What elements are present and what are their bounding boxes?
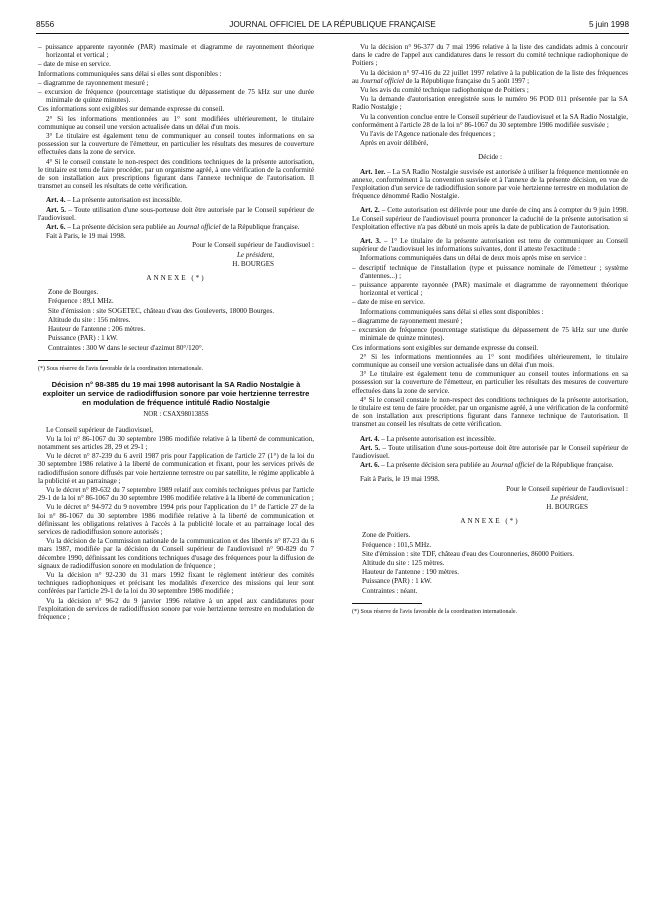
paragraph: – date de mise en service. xyxy=(38,60,111,69)
issue-date: 5 juin 1998 xyxy=(588,20,629,29)
paragraph: Le Conseil supérieur de l'audiovisuel, xyxy=(46,425,154,434)
article-6 xyxy=(352,461,628,469)
article-label: Art. 5. xyxy=(360,443,381,452)
article-label: Art. 6. xyxy=(46,223,66,232)
article-2 xyxy=(352,206,628,231)
visa: Vu le décret n° 87-239 du 6 avril 1987 pris pour l'application de l'article 27 (1°) de la loi du 30 septembre 1986 relative à la liberté de communication et fixant, pour les services privés de radiodiffusion sonore diffusés par voie hertzienne terrestre ou par satellite, le régime applicable à la publicité et au parrainage ; xyxy=(38,452,314,485)
annexe-power: Puissance (PAR) : 1 kW. xyxy=(362,577,432,586)
annexe-constraints: Contraintes : 300 W dans le secteur d'azimut 80°/120°. xyxy=(48,343,204,352)
signature-name: H. BOURGES xyxy=(232,259,274,268)
annexe-site: Site d'émission : site SOGETEC, château d'eau des Gouleverts, 18000 Bourges. xyxy=(48,306,275,315)
signature-body: Pour le Conseil supérieur de l'audiovisuel : xyxy=(506,484,628,493)
list-item: – diagramme de rayonnement mesuré ; xyxy=(352,316,463,325)
article-6 xyxy=(38,223,314,231)
annexe-frequency: Fréquence : 101,5 MHz. xyxy=(362,540,432,549)
paragraph: 3° Le titulaire est également tenu de communiquer au conseil toutes informations en sa possession sur la couverture de l'émetteur, en particulier les résultats des mesures de couverture effectuées dans la zone de service. xyxy=(352,370,628,395)
article-label: Art. 4. xyxy=(46,196,66,205)
article-5 xyxy=(352,444,628,460)
paragraph: Après en avoir délibéré, xyxy=(360,139,429,148)
article-label: Art. 2. xyxy=(360,206,380,215)
visa: Vu le décret n° 94-972 du 9 novembre 1994 pris pour l'application du 1° de l'article 27 de la loi n° 86-1067 du 30 septembre 1986 modifiée relative à la liberté de communication et définissant les obligations relatives à l'accès à la publicité locale et au parrainage local des services de radiodiffusion sonore autorisés ; xyxy=(38,503,314,536)
article-label: Art. 5. xyxy=(46,205,67,214)
decision-title: Décision n° 98-385 du 19 mai 1998 autorisant la SA Radio Nostalgie à exploiter un service de radiodiffusion sonore par voie hertzienne terrestre en modulation de fréquence intitulé Radio Nostalgie xyxy=(42,379,310,407)
article-label: Art. 4. xyxy=(360,434,380,443)
article-text: – Cette autorisation est délivrée pour une durée de cinq ans à compter du 9 juin 1998. Le Conseil supérieur de l'audiovisuel pourra prononcer la caducité de la présente autorisation si l'exploitation effective n'a pas débuté un mois après la date de publication de l'autorisation. xyxy=(352,206,628,231)
article-text: – Toute utilisation d'une sous-porteuse doit être autorisée par le Conseil supérieur de l'audiovisuel. xyxy=(352,443,628,460)
header-rule xyxy=(36,33,629,34)
article-4 xyxy=(38,196,314,204)
article-3 xyxy=(352,237,628,253)
article-text: – La présente autorisation est incessible. xyxy=(65,196,182,205)
signature-name: H. BOURGES xyxy=(546,502,588,511)
annexe-frequency: Fréquence : 89,1 MHz. xyxy=(48,297,114,306)
visa: Vu la décision n° 92-230 du 31 mars 1992 fixant le règlement intérieur des comités techniques radiophoniques et précisant les modalités d'exercice des missions qui leur sont conférées par l'article 29-1 de la loi du 30 septembre 1986 modifiée ; xyxy=(38,570,314,596)
journal-name: Journal officiel xyxy=(177,223,221,232)
article-text: – La SA Radio Nostalgie susvisée est autorisée à utiliser la fréquence mentionnée en annexe, conformément à la convention susvisée et à l'annexe de la présente décision, en vue de l'exploitation d'un service de radiodiffusion sonore par voie hertzienne terrestre en modulation de fréquence dénommé Radio Nostalgie. xyxy=(352,167,628,201)
annexe-heading: ANNEXE (*) xyxy=(146,274,206,283)
annexe-constraints: Contraintes : néant. xyxy=(362,586,418,595)
signature-title: Le président, xyxy=(236,250,274,259)
article-label: Art. 1er. xyxy=(360,167,386,176)
annexe-altitude: Altitude du site : 125 mètres. xyxy=(362,558,445,567)
list-item: – date de mise en service. xyxy=(352,298,425,307)
visa: Vu l'avis de l'Agence nationale des fréquences ; xyxy=(360,130,496,139)
article-1 xyxy=(352,168,628,201)
article-text: – Toute utilisation d'une sous-porteuse doit être autorisée par le Conseil supérieur de l'audiovisuel. xyxy=(38,205,314,222)
article-text: de la République française. xyxy=(534,461,614,470)
annexe-zone: Zone de Bourges. xyxy=(48,288,99,297)
paragraph: Informations communiquées sans délai si elles sont disponibles : xyxy=(38,69,222,78)
footnote-rule xyxy=(352,603,422,604)
visa: Vu la convention conclue entre le Conseil supérieur de l'audiovisuel et la SA Radio Nostalgie, conformément à l'article 28 de la loi n° 86-1067 du 30 septembre 1986 modifiée susvisée ; xyxy=(352,112,628,129)
journal-name: Journal officiel xyxy=(491,461,535,470)
visa xyxy=(352,69,628,85)
paragraph: Ces informations sont exigibles sur demande expresse du conseil. xyxy=(38,105,225,114)
list-item: – descriptif technique de l'installation (type et puissance nominale de l'émetteur ; système d'antennes...) ; xyxy=(352,263,628,280)
visa: Vu les avis du comité technique radiophonique de Poitiers ; xyxy=(360,86,529,95)
paragraph: Ces informations sont exigibles sur demande expresse du conseil. xyxy=(352,343,539,352)
paragraph: Informations communiquées dans un délai de deux mois après mise en service : xyxy=(360,254,587,263)
nor-reference: NOR : CSAX9801385S xyxy=(143,411,209,419)
decide-heading: Décide : xyxy=(478,153,502,162)
article-text: – 1° Le titulaire de la présente autorisation est tenu de communiquer au Conseil supérieur de l'audiovisuel les informations suivantes, dont il atteste l'exactitude : xyxy=(352,237,628,254)
footnote: (*) Sous réserve de l'avis favorable de la coordination internationale. xyxy=(352,608,518,615)
visa: Vu la loi n° 86-1067 du 30 septembre 1986 modifiée relative à la liberté de communication, notamment ses articles 28, 29 et 29-1 ; xyxy=(38,434,314,451)
article-4 xyxy=(352,435,628,443)
article-label: Art. 3. xyxy=(360,237,381,246)
article-5 xyxy=(38,206,314,222)
annexe-zone: Zone de Poitiers. xyxy=(362,531,411,540)
article-text: – La présente décision sera publiée au xyxy=(65,223,177,232)
paragraph: – diagramme de rayonnement mesuré ; xyxy=(38,78,149,87)
annexe-heading: ANNEXE (*) xyxy=(460,517,520,526)
signature-date: Fait à Paris, le 19 mai 1998. xyxy=(360,475,440,484)
annexe-site: Site d'émission : site TDF, château d'eau des Couronneries, 86000 Poitiers. xyxy=(362,549,575,558)
right-column xyxy=(352,43,628,617)
visa-text: Vu la décision n° 97-416 du 22 juillet 1997 relative à la publication de la liste des fréquences au xyxy=(352,68,628,85)
visa: Vu la décision n° 96-2 du 9 janvier 1996 relative à un appel aux candidatures pour l'exploitation de services de radiodiffusion sonore par voie hertzienne terrestre en modulation de fréquence ; xyxy=(38,596,314,621)
visa: Vu la demande d'autorisation enregistrée sous le numéro 96 POD 011 présentée par la SA Radio Nostalgie ; xyxy=(352,95,628,112)
signature-title: Le président, xyxy=(550,493,588,502)
list-item: – puissance apparente rayonnée (PAR) maximale et diagramme de rayonnement théorique horizontal et vertical ; xyxy=(352,281,628,298)
annexe-power: Puissance (PAR) : 1 kW. xyxy=(48,334,118,343)
annexe-altitude: Altitude du site : 156 mètres. xyxy=(48,315,131,324)
paragraph: Informations communiquées sans délai si elles sont disponibles : xyxy=(360,307,544,316)
visa: Vu la décision de la Commission nationale de la communication et des libertés n° 87-23 du 6 mars 1987, modifiée par la décision du Conseil supérieur de l'audiovisuel n° 90-829 du 7 décembre 1990, définissant les conditions techniques d'usage des fréquences pour la diffusion de signaux de radiodiffusion sonore en modulation de fréquence ; xyxy=(38,537,314,570)
journal-name: Journal officiel xyxy=(360,76,405,85)
paragraph: – puissance apparente rayonnée (PAR) maximale et diagramme de rayonnement théorique horizontal et vertical ; xyxy=(38,43,314,60)
paragraph: 4° Si le conseil constate le non-respect des conditions techniques de la présente autorisation, le titulaire est tenu de faire procéder, par un organisme agréé, à une vérification de la conformité de son installation aux prescriptions figurant dans l'annexe technique de l'autorisation. Il transmet au conseil les résultats de cette vérification. xyxy=(38,157,314,191)
annexe-antenna-height: Hauteur de l'antenne : 190 mètres. xyxy=(362,568,460,577)
list-item: – excursion de fréquence (pourcentage statistique du dépassement de 75 kHz sur une durée minimale de quinze minutes). xyxy=(352,326,628,343)
page-header xyxy=(36,20,629,34)
paragraph: 3° Le titulaire est également tenu de communiquer au conseil toutes informations en sa possession sur la couverture de l'émetteur, en particulier les résultats des mesures de couverture effectuées dans la zone de service. xyxy=(38,132,314,157)
paragraph: 2° Si les informations mentionnées au 1° sont modifiées ultérieurement, le titulaire communique au conseil une version actualisée dans un délai d'un mois. xyxy=(38,114,314,131)
paragraph: – excursion de fréquence (pourcentage statistique du dépassement de 75 kHz sur une durée minimale de quinze minutes). xyxy=(38,88,314,105)
visa-text: de la République française du 5 août 1997 ; xyxy=(404,76,530,85)
article-text: – La présente décision sera publiée au xyxy=(379,461,491,470)
paragraph: 4° Si le conseil constate le non-respect des conditions techniques de la présente autorisation, le titulaire est tenu de faire procéder, par un organisme agréé, à une vérification de la conformité de son installation aux prescriptions figurant dans l'annexe technique de l'autorisation. Il transmet au conseil les résultats de cette vérification. xyxy=(352,395,628,429)
visa: Vu le décret n° 89-632 du 7 septembre 1989 relatif aux comités techniques prévus par l'article 29-1 de la loi n° 86-1067 du 30 septembre 1986 modifiée relative à la liberté de communication ; xyxy=(38,485,314,503)
paragraph: 2° Si les informations mentionnées au 1° sont modifiées ultérieurement, le titulaire communique au conseil une version actualisée dans un délai d'un mois. xyxy=(352,352,628,369)
article-label: Art. 6. xyxy=(360,461,380,470)
footnote-rule xyxy=(38,360,108,361)
article-text: – La présente autorisation est incessible. xyxy=(379,434,496,443)
signature-date: Fait à Paris, le 19 mai 1998. xyxy=(46,232,126,241)
signature-body: Pour le Conseil supérieur de l'audiovisuel : xyxy=(192,241,314,250)
journal-title: JOURNAL OFFICIEL DE LA RÉPUBLIQUE FRANÇAISE xyxy=(229,20,436,29)
article-text: de la République française. xyxy=(220,223,300,232)
page-number: 8556 xyxy=(36,20,55,29)
left-column xyxy=(38,43,314,622)
footnote: (*) Sous réserve de l'avis favorable de la coordination internationale. xyxy=(38,365,204,372)
visa: Vu la décision n° 96-377 du 7 mai 1996 relative à la liste des candidats admis à concourir dans le cadre de l'appel aux candidatures dans le ressort du comité technique radiophonique de Poitiers ; xyxy=(352,43,628,68)
annexe-antenna-height: Hauteur de l'antenne : 206 mètres. xyxy=(48,325,146,334)
